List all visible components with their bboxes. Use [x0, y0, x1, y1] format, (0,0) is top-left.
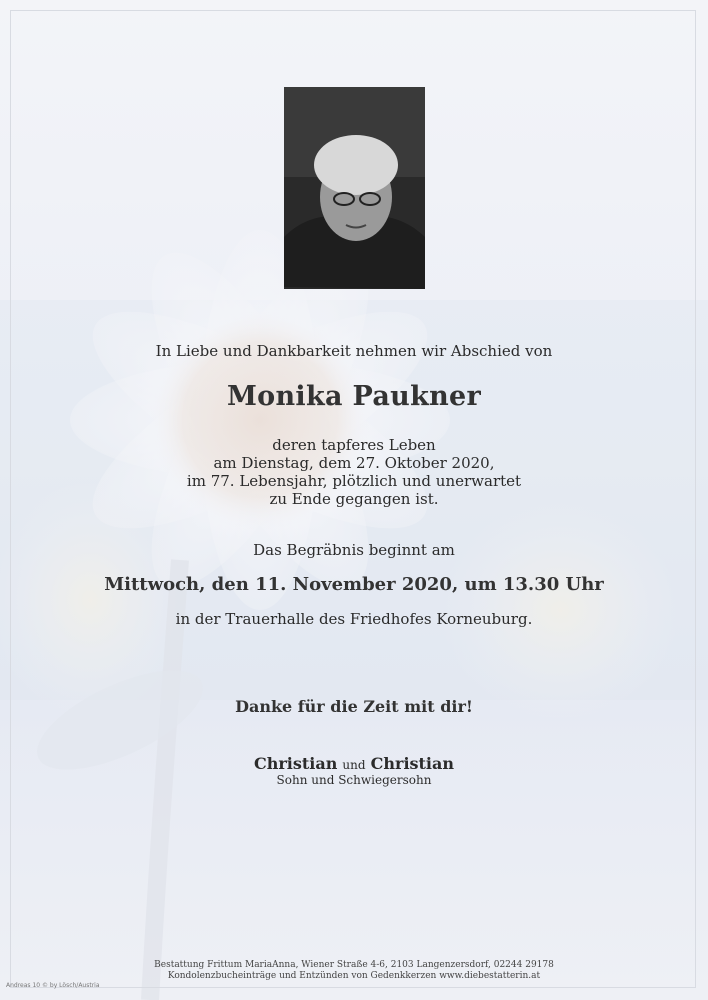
life-line: im 77. Lebensjahr, plötzlich und unerwartet	[186, 472, 522, 490]
footer-address: Bestattung Frittum MariaAnna, Wiener Straße 4-6, 2103 Langenzersdorf, 02244 29178	[154, 960, 554, 970]
signers	[0, 754, 708, 773]
signer-first: Christian	[253, 754, 338, 773]
signer-connector: und	[342, 758, 366, 772]
farewell-intro: In Liebe und Dankbarkeit nehmen wir Abschied von	[155, 342, 553, 360]
image-credit: Andreas 10 © by Lösch/Austria	[6, 982, 100, 989]
life-line: zu Ende gegangen ist.	[269, 490, 439, 508]
life-details	[0, 436, 708, 508]
deceased-name: Monika Paukner	[226, 381, 482, 412]
burial-date-time: Mittwoch, den 11. November 2020, um 13.30 Uhr	[104, 574, 604, 595]
burial-place: in der Trauerhalle des Friedhofes Korneuburg.	[175, 610, 533, 628]
signers-relation: Sohn und Schwiegersohn	[276, 773, 432, 787]
signer-second: Christian	[370, 754, 455, 773]
footer-website: Kondolenzbucheinträge und Entzünden von Gedenkkerzen www.diebestatterin.at	[167, 971, 541, 981]
portrait-photo	[284, 87, 425, 289]
footer	[0, 960, 708, 982]
life-line: deren tapferes Leben	[272, 436, 436, 454]
burial-intro: Das Begräbnis beginnt am	[253, 541, 455, 559]
life-line: am Dienstag, dem 27. Oktober 2020,	[213, 454, 495, 472]
thanks-message: Danke für die Zeit mit dir!	[235, 697, 473, 716]
